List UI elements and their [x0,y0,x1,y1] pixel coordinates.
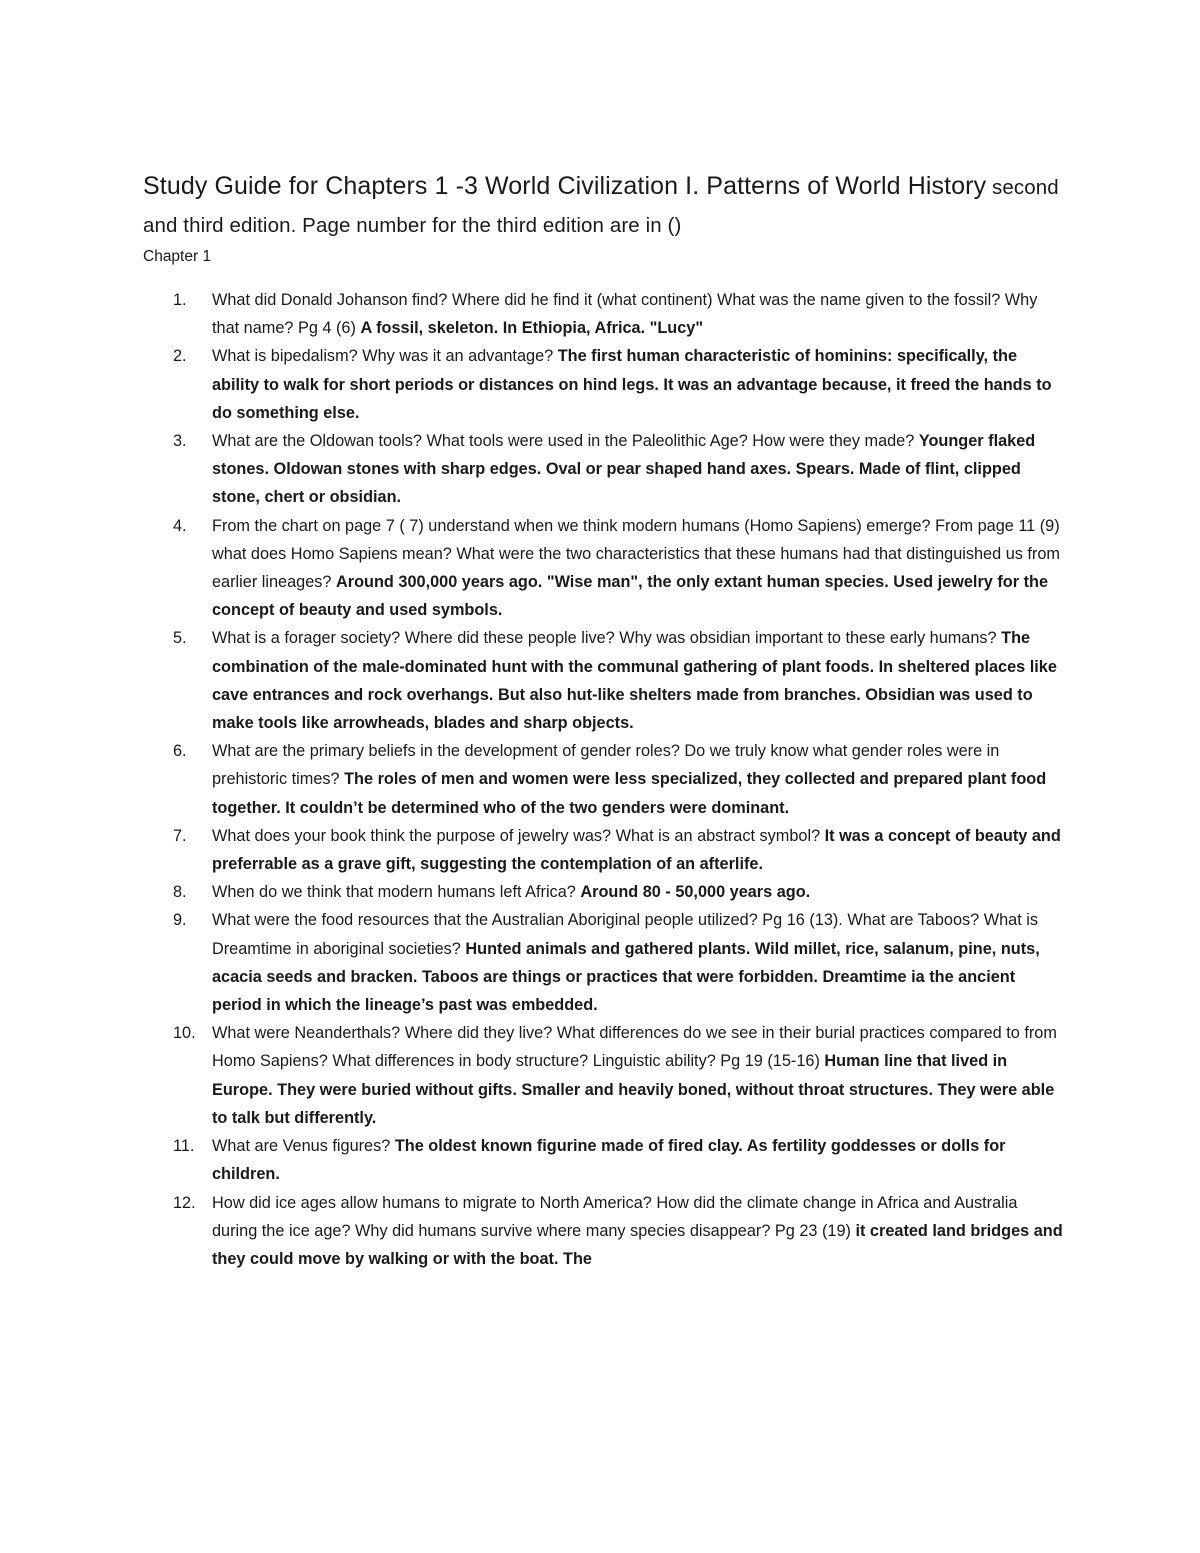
question-text: What is bipedalism? Why was it an advantage? [212,347,558,366]
question-text: What did Donald Johanson find? Where did he find it (what continent) What was the name given to the fossil? Why that name? Pg 4 (6) [212,291,1038,338]
question-text: What are the Oldowan tools? What tools were used in the Paleolithic Age? How were they made? [212,432,919,451]
answer-text: The first human characteristic of hominins: specifically, the ability to walk for short periods or distances on hind legs. It was an advantage because, it freed the hands to do something else. [212,347,1052,422]
question-text: How did ice ages allow humans to migrate to North America? How did the climate change in Africa and Australia during the ice age? Why did humans survive where many species disappear? Pg 23 (19) [212,1193,1018,1240]
item-number: 10. [173,1024,196,1043]
answer-text: it created land bridges and they could move by walking or with the boat. The [212,1221,1063,1268]
answer-text: A fossil, skeleton. In Ethiopia, Africa. "Lucy" [360,319,704,338]
item-number: 6. [173,742,187,761]
question-text: What is a forager society? Where did these people live? Why was obsidian important to these early humans? [212,629,1002,648]
item-number: 3. [173,432,187,451]
list-item [143,427,1063,512]
question-text: From the chart on page 7 ( 7) understand when we think modern humans (Homo Sapiens) emerge? From page 11 (9) what does Homo Sapiens mean? What were the two characteristics that these humans had that distinguished us from earlier lineages? [212,516,1060,592]
item-number: 4. [173,516,187,535]
list-item [143,822,1063,878]
question-text: What are Venus figures? [212,1137,395,1156]
answer-text: The roles of men and women were less specialized, they collected and prepared plant food together. It couldn’t be determined who of the two genders were dominant. [212,770,1047,817]
list-item [143,878,1063,906]
answer-text: Human line that lived in Europe. They were buried without gifts. Smaller and heavily boned, without throat structures. They were able to talk but differently. [212,1052,1055,1127]
answer-text: Around 300,000 years ago. "Wise man", the only extant human species. Used jewelry for the concept of beauty and used symbols. [212,573,1049,620]
item-number: 11. [173,1137,195,1156]
list-item [143,906,1063,1019]
list-item [143,1132,1063,1188]
question-text: What were the food resources that the Australian Aboriginal people utilized? Pg 16 (13). What are Taboos? What is Dreamtime in aboriginal societies? [212,911,1038,958]
item-number: 2. [173,347,187,366]
item-number: 8. [173,883,187,902]
item-number: 5. [173,629,187,648]
answer-text: The oldest known figurine made of fired clay. As fertility goddesses or dolls for children. [212,1137,1006,1184]
list-item [143,737,1063,822]
answer-text: The combination of the male-dominated hunt with the communal gathering of plant foods. In sheltered places like cave entrances and rock overhangs. But also hut-like shelters made from branches. Obsidian was used to make tools like arrowheads, blades and sharp objects. [212,629,1057,733]
list-item [143,1189,1063,1274]
answer-text: Younger flaked stones. Oldowan stones with sharp edges. Oval or pear shaped hand axes. Spears. Made of flint, clipped stone, chert or obsidian. [212,432,1036,507]
question-text: What were Neanderthals? Where did they live? What differences do we see in their burial practices compared to from Homo Sapiens? What differences in body structure? Linguistic ability? Pg 19 (15-16) [212,1024,1057,1071]
question-list [143,286,1063,1273]
list-item [143,342,1063,427]
list-item [143,512,1063,625]
list-item [143,1019,1063,1132]
answer-text: Around 80 - 50,000 years ago. [580,883,811,902]
list-item [143,286,1063,342]
answer-text: Hunted animals and gathered plants. Wild millet, rice, salanum, pine, nuts, acacia seeds and bracken. Taboos are things or practices that were forbidden. Dreamtime ia the ancient period in which the lineage’s past was embedded. [212,939,1040,1015]
item-number: 1. [173,291,187,309]
question-text: What does your book think the purpose of jewelry was? What is an abstract symbol? [212,826,825,845]
document-title [143,168,1083,244]
item-number: 9. [173,911,187,930]
document-title-main: Study Guide for Chapters 1 -3 World Civilization I. Patterns of World History [143,172,987,200]
item-number: 12. [173,1193,196,1212]
item-number: 7. [173,826,187,845]
chapter-label: Chapter 1 [143,248,212,265]
question-text: When do we think that modern humans left Africa? [212,883,581,902]
answer-text: It was a concept of beauty and preferrable as a grave gift, suggesting the contemplation of an afterlife. [212,826,1061,874]
document-title-subtitle: second and third edition. Page number for the third edition are in () [143,176,1059,237]
question-text: What are the primary beliefs in the development of gender roles? Do we truly know what gender roles were in prehistoric times? [212,742,1000,789]
list-item [143,624,1063,737]
